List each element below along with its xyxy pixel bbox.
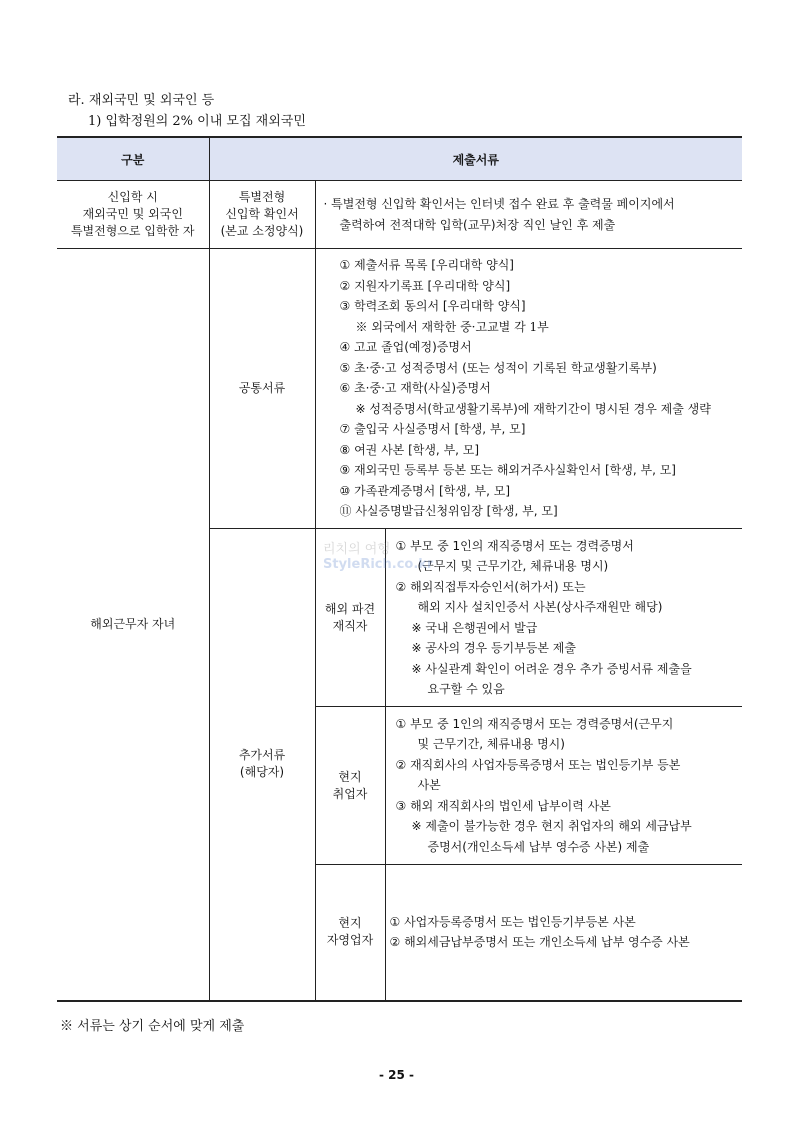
- page-number: - 25 -: [378, 1068, 414, 1082]
- header-category: 구분: [57, 137, 209, 181]
- row1-content-line: 출력하여 전적대학 입학(교무)처장 직인 날인 후 제출: [339, 217, 616, 232]
- list-item: ① 제출서류 목록 [우리대학 양식]: [339, 258, 514, 273]
- list-item: ※ 외국에서 재학한 중·고교별 각 1부: [355, 319, 549, 334]
- additional-docs-label: [209, 529, 315, 1001]
- subsection-title: 1) 입학정원의 2% 이내 모집 재외국민: [88, 114, 306, 129]
- local-employed-label-line: 취업자: [332, 786, 368, 801]
- list-item: ④ 고교 졸업(예정)증명서: [339, 340, 472, 355]
- self-employed-label-line: 현지: [338, 916, 362, 931]
- row1-category: [57, 181, 209, 249]
- list-item: 요구할 수 있음: [427, 682, 505, 696]
- list-item: 및 근무기간, 체류내용 명시): [417, 737, 565, 752]
- list-item: ※ 공사의 경우 등기부등본 제출: [411, 641, 576, 655]
- list-item: ⑪ 사실증명발급신청위임장 [학생, 부, 모]: [339, 504, 558, 519]
- list-item: ⑩ 가족관계증명서 [학생, 부, 모]: [339, 483, 511, 498]
- self-employed-label-line: 자영업자: [326, 933, 374, 948]
- row1-category-line: 재외국민 및 외국인: [82, 207, 183, 221]
- list-item: (근무지 및 근무기간, 체류내용 명시): [417, 559, 609, 573]
- list-item: ③ 해외 재직회사의 법인세 납부이력 사본: [395, 798, 611, 813]
- additional-docs-label-line: 추가서류: [238, 748, 286, 763]
- list-item: ⑨ 재외국민 등록부 등본 또는 해외거주사실확인서 [학생, 부, 모]: [339, 463, 676, 478]
- list-item: ⑥ 초·중·고 재학(사실)증명서: [339, 381, 491, 396]
- section-title: 라. 재외국민 및 외국인 등: [68, 93, 215, 108]
- list-item: ② 재직회사의 사업자등록증명서 또는 법인등기부 등본: [395, 757, 681, 772]
- row1-doc-type-line: (본교 소정양식): [220, 224, 304, 238]
- self-employed-docs-list: [385, 865, 742, 1001]
- additional-docs-label-line: (해당자): [239, 765, 285, 780]
- list-item: ⑧ 여권 사본 [학생, 부, 모]: [339, 442, 480, 457]
- list-item: ⑦ 출입국 사실증명서 [학생, 부, 모]: [339, 422, 526, 437]
- table-row: [57, 249, 742, 529]
- row2-category: 해외근무자 자녀: [57, 249, 209, 1001]
- row1-doc-type-line: 신입학 확인서: [225, 207, 299, 221]
- list-item: ① 부모 중 1인의 재직증명서 또는 경력증명서: [395, 538, 634, 553]
- list-item: ※ 제출이 불가능한 경우 현지 취업자의 해외 세금납부: [411, 819, 692, 834]
- dispatched-label: [315, 529, 385, 707]
- row1-content: [315, 181, 742, 249]
- header-documents: 제출서류: [209, 137, 742, 181]
- list-item: ※ 국내 은행권에서 발급: [411, 620, 538, 635]
- list-item: ⑤ 초·중·고 성적증명서 (또는 성적이 기록된 학교생활기록부): [339, 360, 657, 375]
- watermark-text: 리치의 여행: [323, 542, 390, 557]
- row1-category-line: 특별전형으로 입학한 자: [70, 224, 195, 238]
- list-item: ① 사업자등록증명서 또는 법인등기부등본 사본: [389, 914, 636, 929]
- local-employed-label: [315, 707, 385, 865]
- local-employed-docs-list: [385, 707, 742, 865]
- common-docs-list: [315, 249, 742, 529]
- list-item: ③ 학력조회 동의서 [우리대학 양식]: [339, 299, 526, 314]
- list-item: ① 부모 중 1인의 재직증명서 또는 경력증명서(근무지: [395, 716, 674, 731]
- list-item: ② 해외세금납부증명서 또는 개인소득세 납부 영수증 사본: [389, 935, 690, 950]
- documents-table: [57, 136, 742, 1002]
- table-header-row: [57, 137, 742, 181]
- dispatched-label-line: 해외 파견: [324, 601, 376, 616]
- list-item: ※ 사실관계 확인이 어려운 경우 추가 증빙서류 제출을: [411, 661, 692, 676]
- row1-category-line: 신입학 시: [107, 190, 158, 204]
- footnote: ※ 서류는 상기 순서에 맞게 제출: [60, 1019, 245, 1034]
- list-item: ② 해외직접투자승인서(허가서) 또는: [395, 579, 586, 594]
- list-item: ※ 성적증명서(학교생활기록부)에 재학기간이 명시된 경우 제출 생략: [355, 401, 711, 416]
- row1-doc-type-line: 특별전형: [238, 190, 286, 204]
- self-employed-label: [315, 865, 385, 1001]
- list-item: 사본: [417, 778, 441, 793]
- row1-doc-type: [209, 181, 315, 249]
- dispatched-label-line: 재직자: [332, 618, 368, 633]
- common-docs-label: 공통서류: [209, 249, 315, 529]
- list-item: 증명서(개인소득세 납부 영수증 사본) 제출: [427, 839, 650, 854]
- list-item: 해외 지사 설치인증서 사본(상사주재원만 해당): [417, 600, 663, 614]
- dispatched-docs-list: [385, 529, 742, 707]
- local-employed-label-line: 현지: [338, 769, 362, 784]
- list-item: ② 지원자기록표 [우리대학 양식]: [339, 278, 511, 293]
- table-row: [57, 181, 742, 249]
- watermark-url: StyleRich.co.kr: [323, 557, 434, 572]
- row1-content-line: · 특별전형 신입학 확인서는 인터넷 접수 완료 후 출력물 페이지에서: [323, 197, 675, 211]
